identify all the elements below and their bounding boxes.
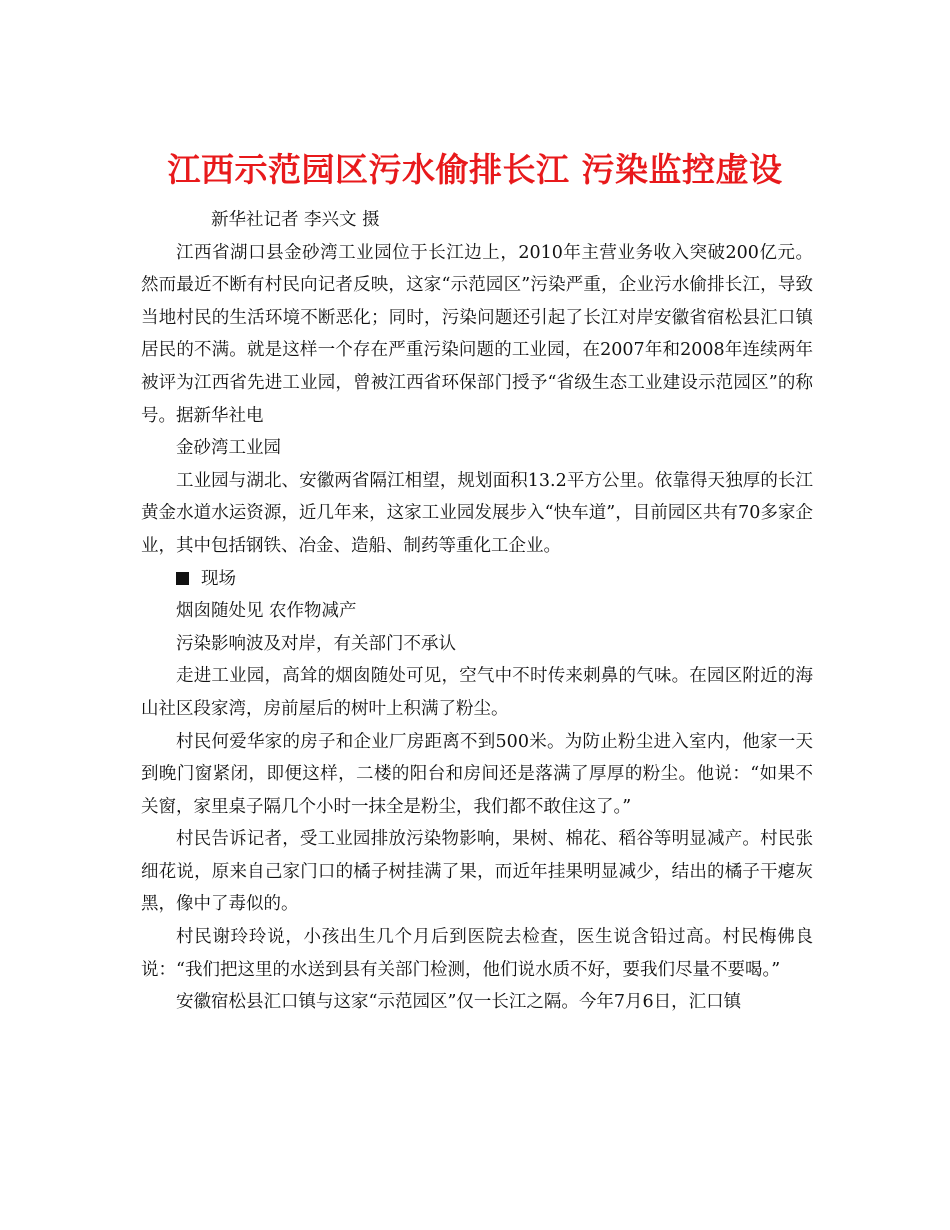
article-paragraph: 江西省湖口县金砂湾工业园位于长江边上，2010年主营业务收入突破200亿元。然而最近不断有村民向记者反映，这家“示范园区”污染严重，企业污水偷排长江，导致当地村民的生活环境不断恶化；同时，污染问题还引起了长江对岸安徽省宿松县汇口镇居民的不满。就是这样一个存在严重污染问题的工业园，在2007年和2008年连续两年被评为江西省先进工业园，曾被江西省环保部门授予“省级生态工业建设示范园区”的称号。据新华社电	[141, 242, 813, 426]
section-heading	[141, 563, 813, 596]
article-paragraph: 村民告诉记者，受工业园排放污染物影响，果树、棉花、稻谷等明显减产。村民张细花说，原来自己家门口的橘子树挂满了果，而近年挂果明显减少，结出的橘子干瘪灰黑，像中了毒似的。	[141, 829, 813, 915]
article-paragraph: 走进工业园，高耸的烟囱随处可见，空气中不时传来刺鼻的气味。在园区附近的海山社区段家湾，房前屋后的树叶上积满了粉尘。	[141, 666, 813, 719]
article-paragraph: 金砂湾工业园	[176, 438, 281, 459]
square-bullet-icon	[176, 572, 189, 585]
article-paragraph: 安徽宿松县汇口镇与这家“示范园区”仅一长江之隔。今年7月6日，汇口镇	[176, 992, 742, 1013]
article-title: 江西示范园区污水偷排长江 污染监控虚设	[167, 150, 783, 190]
article-paragraph: 工业园与湖北、安徽两省隔江相望，规划面积13.2平方公里。依靠得天独厚的长江黄金水道水运资源，近几年来，这家工业园发展步入“快车道”，目前园区共有70多家企业，其中包括钢铁、冶金、造船、制药等重化工企业。	[141, 470, 813, 556]
article-paragraph: 村民谢玲玲说，小孩出生几个月后到医院去检查，医生说含铅过高。村民梅佛良说：“我们把这里的水送到县有关部门检测，他们说水质不好，要我们尽量不要喝。”	[141, 927, 813, 980]
subheading: 污染影响波及对岸，有关部门不承认	[176, 633, 456, 654]
article-paragraph: 村民何爱华家的房子和企业厂房距离不到500米。为防止粉尘进入室内，他家一天到晚门窗紧闭，即便这样，二楼的阳台和房间还是落满了厚厚的粉尘。他说：“如果不关窗，家里桌子隔几个小时一抹全是粉尘，我们都不敢住这了。”	[141, 731, 813, 817]
subheading: 烟囱随处见 农作物减产	[176, 601, 357, 622]
section-label: 现场	[201, 568, 236, 589]
article-byline: 新华社记者 李兴文 摄	[211, 210, 380, 230]
article-body	[141, 204, 813, 1019]
